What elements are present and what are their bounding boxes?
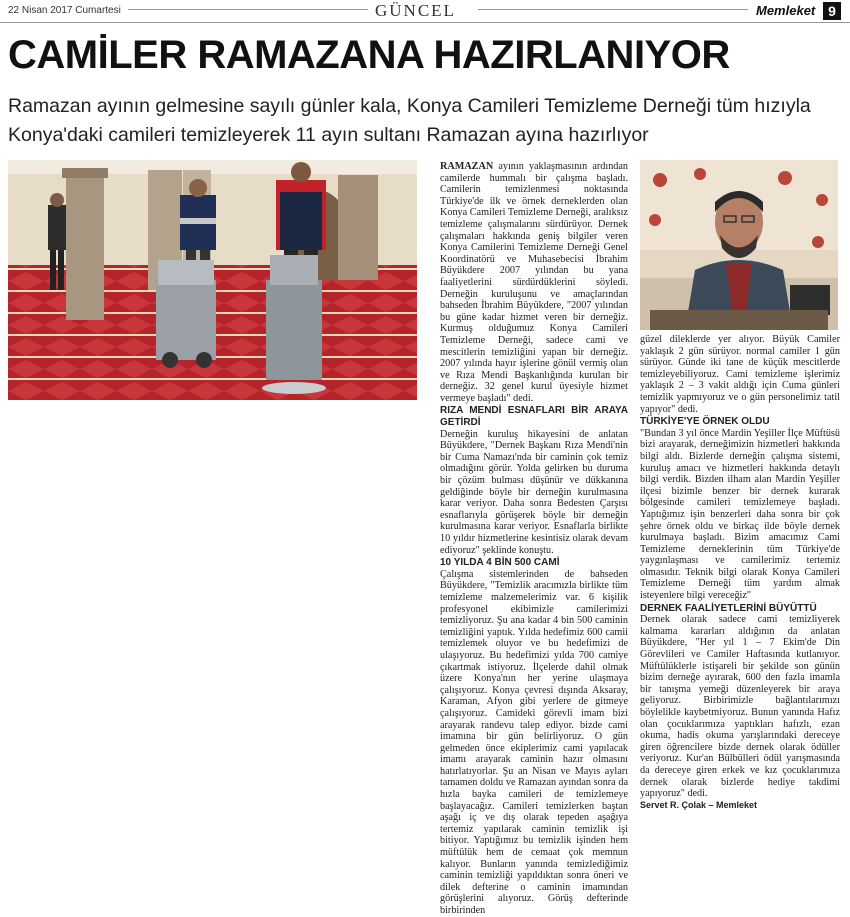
subheadline: Ramazan ayının gelmesine sayılı günler kala, Konya Camileri Temizleme Derneği tüm hızıyla Konya'daki camileri temizleyerek 11 ayın sultanı Ramazan ayına hazırlıyor xyxy=(8,95,811,146)
paragraph-founding: Derneğin kuruluş hikayesini de anlatan Büyükdere, "Dernek Başkanı Rıza Mendi'nin bir Cuma Namazı'nda bir caminin çok temiz olmadığını görür. Yolda gelirken bu duruma bir çözüm bulması düşünür ve dükkanına geldiğinde böyle bir derneğin kurulmasına karar veriyor. Daha sonra Bedesten Çarşısı esnaflarıyla görüşerek böyle bir derneğin kurulmasına karar veriyor. Esnaflarla birlikte 10 yıldır hizmetlerine kesintisiz olarak devam ediyoruz" şeklinde konuştu. xyxy=(440,428,628,556)
subheading-example-turkey: TÜRKİYE'YE ÖRNEK OLDU xyxy=(640,416,770,428)
mosque-cleaning-photo xyxy=(8,160,417,400)
subheading-10-years: 10 YILDA 4 BİN 500 CAMİ xyxy=(440,557,560,569)
headline: CAMİLER RAMAZANA HAZIRLANIYOR xyxy=(8,33,730,77)
page-number: 9 xyxy=(823,2,841,20)
header-rule-left xyxy=(128,9,368,10)
paragraph-intro xyxy=(440,161,628,404)
article-column-1 xyxy=(440,161,628,917)
section-label: GÜNCEL xyxy=(375,1,456,20)
page-header xyxy=(0,0,850,23)
issue-date: 22 Nisan 2017 Cumartesi xyxy=(8,5,121,16)
paragraph-work-system: Çalışma sistemlerinden de bahseden Büyükdere, "Temizlik aracımızla birlikte tüm temizleme malzemelerimiz var. 6 kişilik profesyonel ekibimizle camilerimizi temizliyoruz. Şu ana kadar 4 bin 500 caminin temizliğini yaptık. Yılda hedefimiz 600 camii temizlemek oluyor ve bu hedefimizi de ulaşıyoruz. Bu hedefimizi yılda 700 camiye çıkartmak istiyoruz. İlçelerde dahil olmak üzere Konya'nın her yerine ulaşmaya çalışıyoruz. Konya çevresi dışında Aksaray, Karaman, Afyon gibi yerlere de gitmeye çalışıyoruz. Camideki görevli imam bizi arayarak randevu talep ediyor. bizde cami imamına bir gün belirliyoruz. O gün gelmeden önce ekiplerimiz cami yapılacak imamı arayarak caminin hazır olmasını hatırlatıyorlar. Şu an Nisan ve Mayıs ayları tamamen doldu ve Ramazan ayından sonra da hızla bayka camileri de temizlemeye başlayacağız. Camileri temizlerken baştan aşağı iç ve dış olarak tepeden aşağıya tertemiz yapılarak caminin temizlik işi bitiyor. Yaptığımız bu temizlik işinden hem müftülük hem de cemaat çok memnun kalıyor. Bunların yanında temizlediğimiz caminin temizliği yapıldıktan sonra öneri ve dilek defterine o caminin imamından görüşlerini alıyoruz. Görüş defterinde birbirinden xyxy=(440,568,628,916)
newspaper-brand: Memleket xyxy=(756,3,816,18)
lead-word: RAMAZAN xyxy=(440,161,494,172)
subheading-activities: DERNEK FAALİYETLERİNİ BÜYÜTTÜ xyxy=(640,602,817,614)
man-at-desk-illustration xyxy=(640,160,838,330)
interviewee-portrait-photo xyxy=(640,160,838,330)
intro-text: ayının yaklaşmasının ardından camilerde hummalı bir çalışma başladı. Camilerin temizlenmesi noktasında Türkiye'de ilk ve örnek derneklerden olan Konya Camileri Temizleme Derneği, aralıksız temizleme çalışmalarını sürdürüyor. Dernek çalışmaları hakkında geniş bilgiler veren Konya Camilerini Temizleme Derneği Genel Koordinatörü ve Muhasebecisi İbrahim Büyükdere 2007 yılından bu yana faaliyetlerini sürdürdüklerini söyledi. Derneğin kuruluşunu ve amaçlarından bahseden İbrahim Büyükdere, "2007 yılından bu güne kadar hizmet veren bir derneğiz. Kurmuş olduğumuz Konya Camileri Temizleme Derneği, sadece cami ve mescitlerin temizliğini yapan bir derneğiz. 2007 yılında hayır işlerine gönül vermiş olan ve Rıza Mendi Başkanlığında kurulan bir derneğiz. 32 genel kurul üyesiyle hizmet vermeye başladı" dedi. xyxy=(440,161,628,404)
paragraph-continued: güzel dileklerde yer alıyor. Büyük Camiler yaklaşık 2 gün sürüyor. normal camiler 1 gün sürüyor. Günde iki tane de küçük mescitlerde temizleyebiliyoruz. Cami temizleme işlerimiz yaklaşık 2 – 3 vakit aldığı için Cuma günleri temizlik yapmıyoruz ve o gün personelimiz tatil yapıyor" dedi. xyxy=(640,334,840,415)
mosque-cleaning-illustration xyxy=(8,160,417,400)
paragraph-mardin: "Bundan 3 yıl önce Mardin Yeşiller İlçe Müftüsü bizi arayarak, derneğimizin hizmetleri hakkında bilgi aldı. Bizlerde derneğin çalışma sistemi, kuruluş amacı ve hizmetleri hakkında detaylı bilgi verdik. Bizden ilham alan Mardin Yeşiller ilçesi bizimle benzer bir dernek kurarak bölgesinde camileri temizlemeye başladı. Yaptığımız işin benzerleri daha sonra bir çok şehre örnek oldu ve birkaç ilde böyle dernek kurulmaya başladı. Bizim amacımız Cami Temizleme derneklerinin tüm Türkiye'de yaygınlaşması ve camilerimiz tertemiz olmasıdır. Teknik bilgi olarak Konya Camileri Temizleme Derneği tüm yardım almak isteyenlere bilgi vereceğiz" xyxy=(640,427,840,602)
author-credit: Servet R. Çolak – Memleket xyxy=(640,799,758,810)
article-column-2 xyxy=(640,334,840,811)
subheading-riza-mendi: RIZA MENDİ ESNAFLARI BİR ARAYA GETİRDİ xyxy=(440,405,628,429)
paragraph-activities: Dernek olarak sadece cami temizliyerek kalmama kararları aldığının da anlatan Büyükdere, "Her yıl 1 – 7 Ekim'de Din Görevlileri ve Camiler Haftasında kutlanıyor. Müftülüklerle istişareli bir şekilde son günün bizim derneğe ayırarak, 600 den fazla imamla bir tanışma yemeği düzenleyerek bir araya geliyoruz. Birbirimizle bağlantılarımızı böylelikle kaybetmiyoruz. Bunun yanında Hafız olan çocuklarımıza yaptıkları hafızlı, ezan okuma, hadis okuma yarışlarındaki dereceye giren öğrencilere bizde dernek olarak ödüller veriyoruz. Kur'an Bülbülleri ödül yarışmasında da dereceye giren erkek ve kız çocuklarımıza dernek olarak bizlerde hediye takdimi yapıyoruz" dedi. xyxy=(640,614,840,800)
header-rule-right xyxy=(478,9,748,10)
